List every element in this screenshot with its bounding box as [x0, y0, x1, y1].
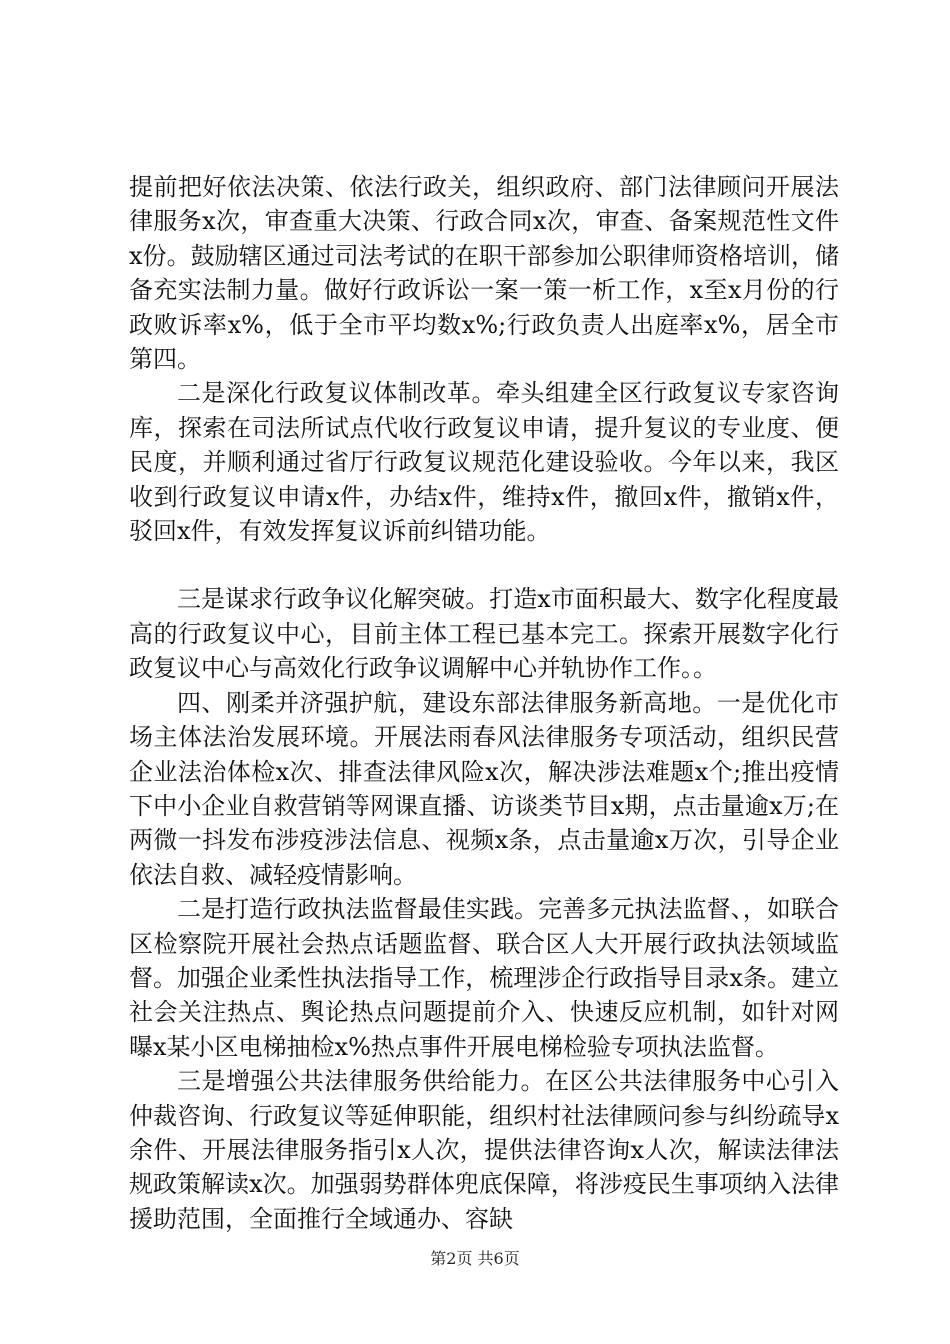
paragraph-section-four-heading: 四、刚柔并济强护航，建设东部法律服务新高地。一是优化市场主体法治发展环境。开展法雨春风法律服务专项活动，组织民营企业法治体检x次、排查法律风险x次，解决涉法难题x个;推出疫情下中小企业自救营销等网课直播、访谈类节目x期，点击量逾x万;在两微一抖发布涉疫涉法信息、视频x条，点击量逾x万次，引导企业依法自救、减轻疫情影响。 — [129, 688, 839, 889]
paragraph-law-enforcement-supervision: 二是打造行政执法监督最佳实践。完善多元执法监督、，如联合区检察院开展社会热点话题监督、联合区人大开展行政执法领域监督。加强企业柔性执法指导工作，梳理涉企行政指导目录x条。建立社会关注热点、舆论热点问题提前介入、快速反应机制，如针对网曝x某小区电梯抽检x%热点事件开展电梯检验专项执法监督。 — [129, 895, 839, 1061]
paragraph-continuation: 提前把好依法决策、依法行政关，组织政府、部门法律顾问开展法律服务x次，审查重大决策、行政合同x次，审查、备案规范性文件x份。鼓励辖区通过司法考试的在职干部参加公职律师资格培训，储备充实法制力量。做好行政诉讼一案一策一析工作，x至x月份的行政败诉率x%，低于全市平均数x%;行政负责人出庭率x%，居全市第四。 — [129, 173, 839, 374]
document-body — [129, 170, 839, 1236]
paragraph-public-legal-service: 三是增强公共法律服务供给能力。在区公共法律服务中心引入仲裁咨询、行政复议等延伸职能，组织村社法律顾问参与纠纷疏导x余件、开展法律服务指引x人次，提供法律咨询x人次，解读法律法规政策解读x次。加强弱势群体兜底保障，将涉疫民生事项纳入法律援助范围，全面推行全域通办、容缺 — [129, 1067, 839, 1233]
paragraph-gap — [129, 548, 839, 582]
paragraph-dispute-resolution: 三是谋求行政争议化解突破。打造x市面积最大、数字化程度最高的行政复议中心，目前主体工程已基本完工。探索开展数字化行政复议中心与高效化行政争议调解中心并轨协作工作。。 — [129, 585, 839, 683]
paragraph-administrative-review-reform: 二是深化行政复议体制改革。牵头组建全区行政复议专家咨询库，探索在司法所试点代收行政复议申请，提升复议的专业度、便民度，并顺利通过省厅行政复议规范化建设验收。今年以来，我区收到行政复议申请x件，办结x件，维持x件，撤回x件，撤销x件，驳回x件，有效发挥复议诉前纠错功能。 — [129, 379, 839, 546]
page-footer: 第2页 共6页 — [430, 1249, 520, 1268]
